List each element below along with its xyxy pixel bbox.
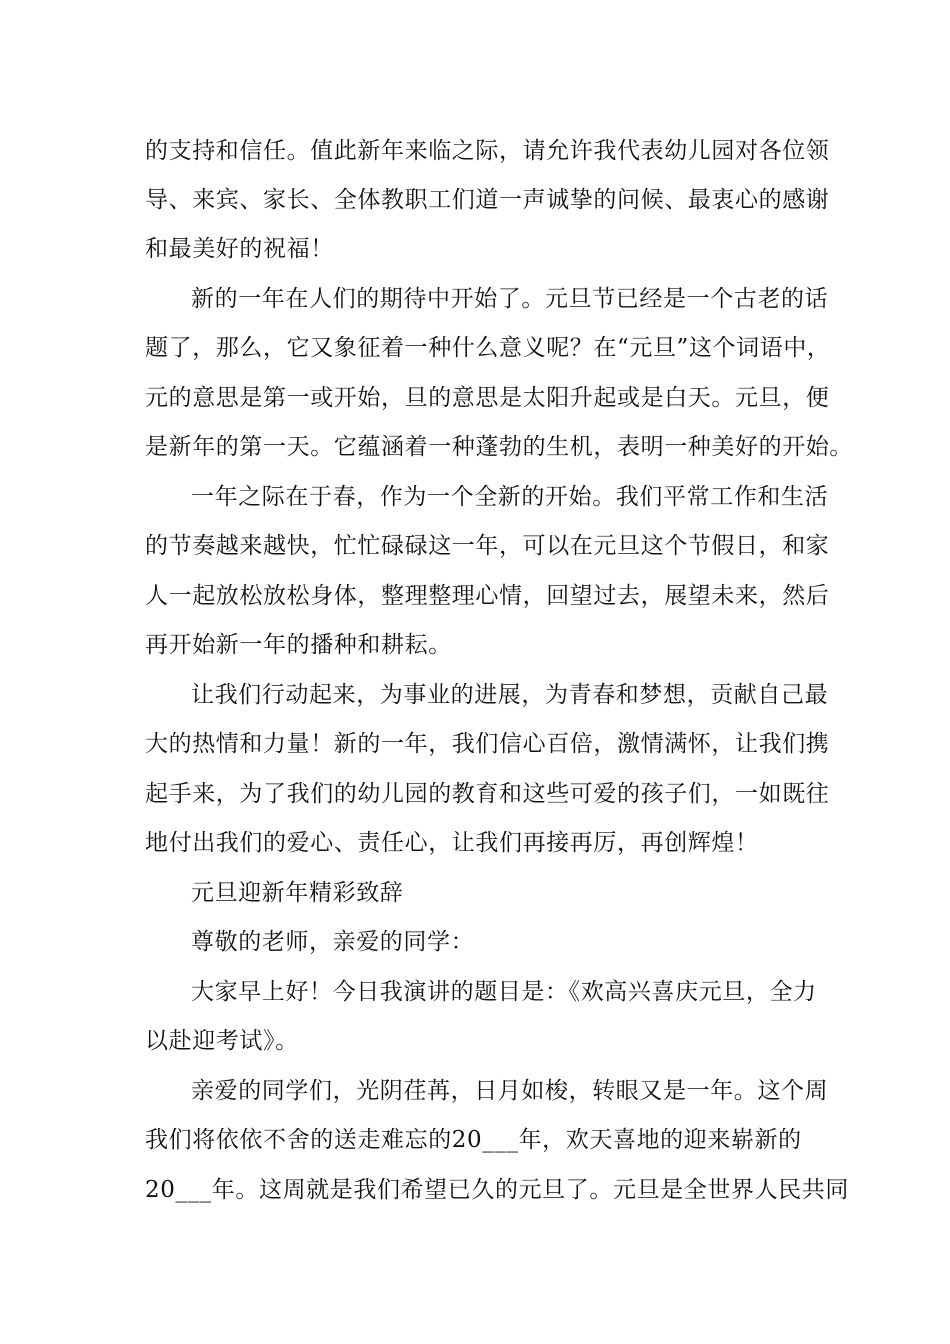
text-line: 地付出我们的爱心、责任心，让我们再接再厉，再创辉煌！ xyxy=(145,830,759,856)
text-line: 让我们行动起来，为事业的进展，为青春和梦想，贡献自己最 xyxy=(191,682,829,708)
text-line: 的支持和信任。值此新年来临之际，请允许我代表幼儿园对各位领 xyxy=(145,138,830,164)
text-line: 导、来宾、家长、全体教职工们道一声诚挚的问候、最衷心的感谢 xyxy=(145,187,830,213)
text-line: 的节奏越来越快，忙忙碌碌这一年，可以在元旦这个节假日，和家 xyxy=(145,533,830,559)
text-line: 大家早上好！今日我演讲的题目是：《欢高兴喜庆元旦，全力 xyxy=(191,979,817,1005)
text-line: 和最美好的祝福！ xyxy=(145,236,334,262)
text-line: 我们将依依不舍的送走难忘的20___年，欢天喜地的迎来崭新的 xyxy=(145,1127,802,1153)
text-line: 大的热情和力量！新的一年，我们信心百倍，激情满怀，让我们携 xyxy=(145,731,830,757)
text-line: 20___年。这周就是我们希望已久的元旦了。元旦是全世界人民共同 xyxy=(145,1177,849,1203)
text-line: 新的一年在人们的期待中开始了。元旦节已经是一个古老的话 xyxy=(191,286,829,312)
text-line: 起手来，为了我们的幼儿园的教育和这些可爱的孩子们，一如既往 xyxy=(145,781,830,807)
text-line: 再开始新一年的播种和耕耘。 xyxy=(145,632,452,658)
text-line: 一年之际在于春，作为一个全新的开始。我们平常工作和生活 xyxy=(191,484,829,510)
text-line: 元的意思是第一或开始，旦的意思是太阳升起或是白天。元旦，便 xyxy=(145,385,830,411)
salutation: 尊敬的老师，亲爱的同学： xyxy=(191,929,475,955)
text-line: 亲爱的同学们，光阴荏苒，日月如梭，转眼又是一年。这个周 xyxy=(191,1078,829,1104)
text-line: 题了，那么，它又象征着一种什么意义呢？在“元旦”这个词语中， xyxy=(145,335,831,361)
text-line: 人一起放松放松身体，整理整理心情，回望过去，展望未来，然后 xyxy=(145,583,830,609)
text-line: 以赴迎考试》。 xyxy=(145,1028,299,1054)
section-heading: 元旦迎新年精彩致辞 xyxy=(191,880,404,906)
text-line: 是新年的第一天。它蕴涵着一种蓬勃的生机，表明一种美好的开始。 xyxy=(145,434,853,460)
